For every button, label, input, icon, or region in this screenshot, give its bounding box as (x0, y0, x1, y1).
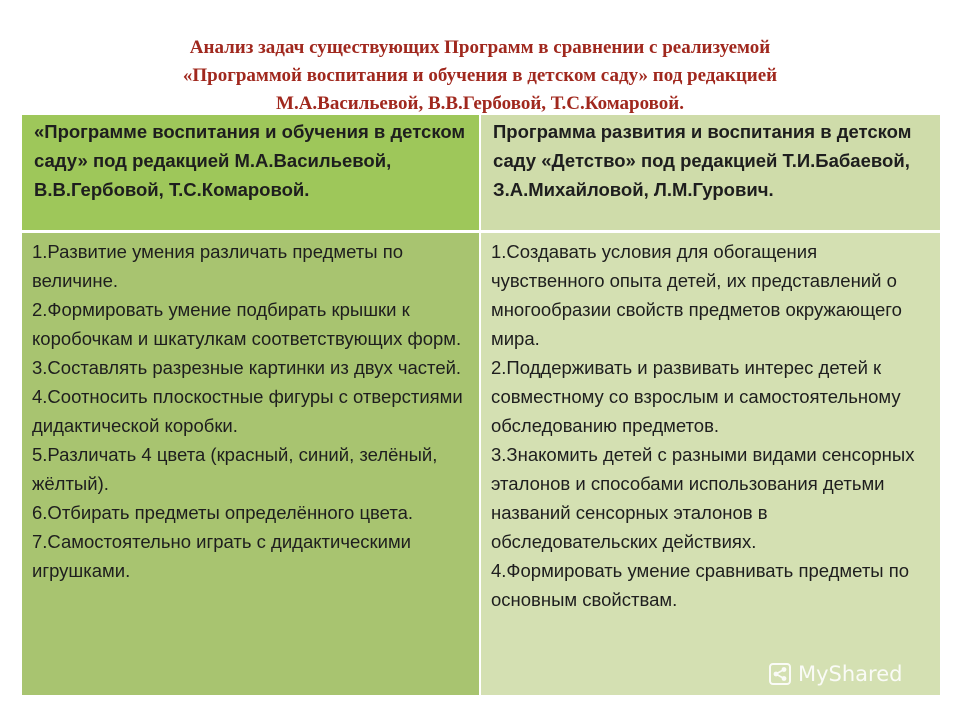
body-cell-left (22, 233, 479, 695)
right-item: 2.Поддерживать и развивать интерес детей к совместному со взрослым и самостоятельному обследованию предметов. (491, 357, 901, 436)
right-item: 3.Знакомить детей с разными видами сенсорных эталонов и способами использования детьми названий сенсорных эталонов в обследовательских действиях. (491, 444, 915, 552)
left-item: 1.Развитие умения различать предметы по величине. (32, 241, 404, 291)
left-item: 3.Составлять разрезные картинки из двух частей. (32, 357, 462, 378)
body-cell-right (481, 233, 940, 695)
title-line-3: М.А.Васильевой, В.В.Гербовой, Т.С.Комаровой. (276, 93, 684, 114)
left-item: 2.Формировать умение подбирать крышки к коробочкам и шкатулкам соответствующих форм. (32, 299, 462, 349)
right-item: 1.Создавать условия для обогащения чувственного опыта детей, их представлений о многообразии свойств предметов окружающего мира. (491, 241, 902, 349)
left-item: 4.Соотносить плоскостные фигуры с отверстиями дидактической коробки. (32, 386, 463, 436)
comparison-table (22, 115, 940, 695)
header-cell-left: «Программе воспитания и обучения в детском саду» под редакцией М.А.Васильевой, В.В.Гербовой, Т.С.Комаровой. (22, 115, 479, 230)
slide-title (60, 34, 900, 118)
watermark-text: MyShared (798, 662, 903, 686)
share-icon (768, 662, 792, 686)
watermark (768, 662, 902, 686)
left-item: 5.Различать 4 цвета (красный, синий, зелёный, жёлтый). (32, 444, 438, 494)
title-line-2: «Программой воспитания и обучения в детском саду» под редакцией (182, 65, 778, 86)
left-item: 7.Самостоятельно играть с дидактическими игрушками. (32, 531, 412, 581)
right-item: 4.Формировать умение сравнивать предметы по основным свойствам. (491, 560, 910, 610)
left-item: 6.Отбирать предметы определённого цвета. (32, 502, 414, 523)
header-cell-right: Программа развития и воспитания в детском саду «Детство» под редакцией Т.И.Бабаевой, З.А.Михайловой, Л.М.Гурович. (481, 115, 940, 230)
title-line-1: Анализ задач существующих Программ в сравнении с реализуемой (189, 37, 771, 58)
